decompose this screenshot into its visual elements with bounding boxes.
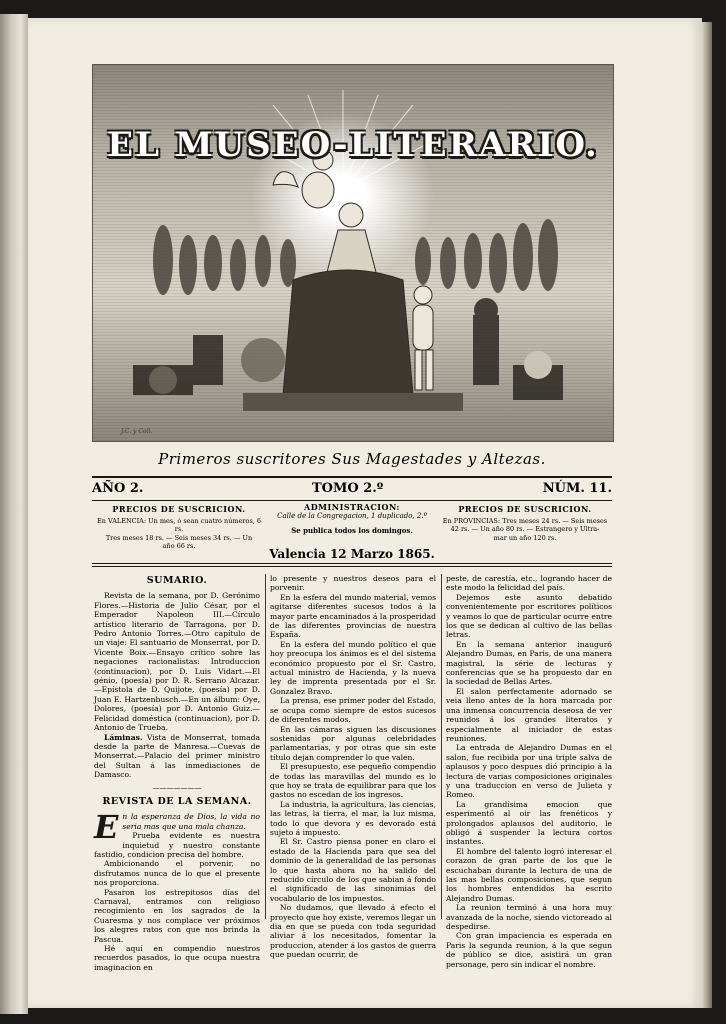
article-paragraph: Con gran impaciencia es esperada en Paris la segunda reunion, á la que segun de público se dice, asistirá un gran personage, pero sin indicar el nombre. — [446, 931, 612, 969]
plates-text: Vista de Monserrat, tomada desde la parte de Manresa.—Cuevas de Monserrat.—Palacio del primer ministro del Sultan á las inmediaciones de Damasco. — [94, 732, 260, 780]
article-paragraph: La industria, la agricultura, las ciencias, las letras, la tierra, el mar, la luz misma, todo lo que devora y es devorado está sujeto á impuesto. — [270, 799, 436, 837]
engraver-signature: J.C. y Coll. — [121, 428, 153, 435]
column-divider — [265, 574, 266, 919]
header-rule-top — [92, 476, 612, 478]
article-paragraph: La entrada de Alejandro Dumas en el salon, fue recibida por una triple salva de aplausos y poco despues dió principio á la lectura de varias composiciones originales y una traduccion en verso de Julieta y Romeo. — [446, 743, 612, 800]
summary-heading: SUMARIO. — [146, 575, 208, 586]
column-right — [446, 574, 612, 969]
revista-paragraph: Prueba evidente es nuestra inquietud y nuestro constante fastidio, condicion precisa del hombre. — [94, 831, 260, 859]
article-paragraph: El salon perfectamente adornado se veia lleno antes de la hora marcada por una inmensa concurrencia deseosa de ver reunidos á los grandes literatos y especialmente al iniciador de estas reuniones. — [446, 686, 612, 743]
subscription-line: Tres meses 18 rs. — Seis meses 34 rs. — Un — [105, 533, 253, 542]
newspaper-title: EL MUSEO-LITERARIO. — [107, 125, 599, 165]
revista-paragraph: En la esperanza de Dios, la vida no seria mas que una mala chanza. — [94, 808, 260, 847]
article-paragraph: peste, de carestía, etc., logrando hacer de este modo la felicidad del país. — [446, 574, 612, 593]
subscription-prices-valencia — [96, 505, 262, 551]
revista-paragraph: Ambicionando el porvenir, no disfrutamos nunca de lo que el presente nos proporciona. — [94, 859, 260, 888]
administration-box — [268, 503, 436, 535]
subscription-heading: PRECIOS DE SUSCRICION. — [112, 504, 246, 514]
article-paragraph: No dudamos, que llevado á efecto el proyecto que hoy existe, veremos llegar un dia en que se pueda con toda seguridad aliviar á los necesitados, fomentar la produccion, atender á los gastos de guerra que puedan ocurrir, de — [270, 903, 436, 960]
subscription-line: En VALENCIA: Un mes, ó sean cuatro números, 6 rs. — [96, 516, 262, 533]
publication-note: Se publica todos los domingos. — [291, 526, 413, 535]
article-paragraph: El hombre del talento logró interesar el corazon de gran parte de los que le escuchaban durante la lectura de una de las mas bellas composiciones, que segun los hombres entendidos ha escrito Alejandro Dumas. — [446, 846, 612, 903]
subscription-prices-provincias — [442, 505, 608, 542]
summary-body: Revista de la semana, por D. Gerónimo Flores.—Historia de Julio César, por el Emperador Napoleon III.—Círculo artístico literario de Tarragona, por D. Pedro Antonio Torres.—Otro capítulo de un viaje: El santuario de Monserrat, por D. Vicente Boix.—Ensayo crítico sobre las negaciones racionalistas: Introduccion (continuacion), por D. Luis Vidart.—El génio, (poesía) por D. R. Serrano Alcazar.—Epístola de D. Quijote, (poesía) por D. Juan E. Hartzenbusch.—En un álbum: Oye, Dolores, (poesía) por D. Antonio Guiz.—Felicidad doméstica (continuacion), por D. Antonio de Trueba. — [94, 591, 260, 733]
revista-paragraph: Hé aquí en compendio nuestros recuerdos pasados, lo que ocupa nuestra imaginacion en — [94, 944, 260, 972]
administration-heading: ADMINISTRACION: — [304, 502, 400, 512]
column-middle — [270, 574, 436, 960]
issue-tomo: TOMO 2.º — [312, 481, 384, 496]
masthead-engraving — [92, 64, 614, 442]
article-paragraph: La prensa, ese primer poder del Estado, se ocupa como siempre de estos sucesos de diferentes modos. — [270, 696, 436, 725]
revista-heading: REVISTA DE LA SEMANA. — [102, 795, 252, 807]
article-paragraph: La reunion terminó á una hora muy avanzada de la noche, siendo victoreado al despedirse. — [446, 903, 612, 932]
article-paragraph: La grandísima emocion que esperimentó al oir las frenéticos y prolongados aplausos del auditorio, le obligó á suspender la lectura cortos instantes. — [446, 799, 612, 847]
subscription-line: mar un año 120 rs. — [493, 533, 557, 542]
page-edge — [702, 22, 712, 1008]
subscription-line: año 66 rs. — [162, 542, 196, 550]
subscription-line: En PROVINCIAS: Tres meses 24 rs. — Seis meses — [442, 516, 608, 525]
column-left — [94, 574, 260, 972]
article-paragraph: En la esfera del mundo político el que hoy preocupa los ánimos es el del sistema económico propuesto por el Sr. Castro, actual ministro de Hacienda, y la nueva ley de imprenta presentada por el Sr. Gonzalez Bravo. — [270, 639, 436, 696]
issue-year: AÑO 2. — [92, 481, 144, 496]
header-rule-bottom — [92, 563, 612, 564]
header-rule-mid — [92, 500, 612, 501]
column-divider — [441, 574, 442, 919]
article-paragraph: En la semana anterior inauguró Alejandro Dumas, en Paris, de una manera magistral, la série de lecturas y conferencias que se ha propuesto dar en la sociedad de Bellas Artes. — [446, 639, 612, 687]
article-paragraph: El presupuesto, ese pequeño compendio de todas las maravillas del mundo es lo que hoy se trata de equilibrar para que los gastos no escedan de los ingresos. — [270, 762, 436, 800]
administration-address: Calle de la Congregacion, 1 duplicado, 2.º — [277, 512, 427, 520]
article-paragraph: Dejemos este asunto debatido convenientemente por escritores políticos y veamos lo que de particular ocurre entre los que se dedican al cultivo de las bellas letras. — [446, 592, 612, 640]
plates-label: Láminas. — [104, 732, 143, 742]
article-paragraph: lo presente y nuestros deseos para el porvenir. — [270, 574, 436, 593]
section-separator: ——————— — [152, 783, 202, 792]
engraving-illustration — [93, 65, 613, 441]
subscription-line: 42 rs. — Un año 80 rs. — Estrangero y Ultra- — [450, 525, 600, 533]
article-paragraph: En las cámaras siguen las discusiones sostenidas por algunas celebridades parlamentarias, y por otras que sin este título dejan comprender lo que valen. — [270, 724, 436, 762]
drop-cap: E — [94, 808, 119, 847]
book-spine — [0, 14, 28, 1014]
issue-number: NÚM. 11. — [542, 481, 612, 496]
masthead-subtitle: Primeros suscritores Sus Magestades y Altezas. — [158, 450, 546, 468]
article-paragraph: El Sr. Castro piensa poner en claro el estado de la Hacienda para que sea del dominio de la generalidad de las personas lo que hasta ahora no ha salido del reducido círculo de los que sabian á fondo el significado de las sinonimias del vocabulario de los impuestos. — [270, 837, 436, 903]
article-paragraph: En la esfera del mundo material, vemos agitarse diferentes sucesos todos á la mayor parte encaminados á la prosperidad de las diferentes provincias de nuestra España. — [270, 592, 436, 640]
revista-paragraph: Pasaron los estrepitosos días del Carnaval, entramos con religioso recogimiento en los sagrados de la Cuaresma y nos complace ver próximos los alegres ratos con que nos brinda la Pascua. — [94, 887, 260, 944]
issue-info-row — [92, 481, 612, 501]
dateline: Valencia 12 Marzo 1865. — [269, 547, 435, 561]
header-rule-bottom-double — [92, 566, 612, 567]
subscription-heading: PRECIOS DE SUSCRICION. — [458, 504, 592, 514]
